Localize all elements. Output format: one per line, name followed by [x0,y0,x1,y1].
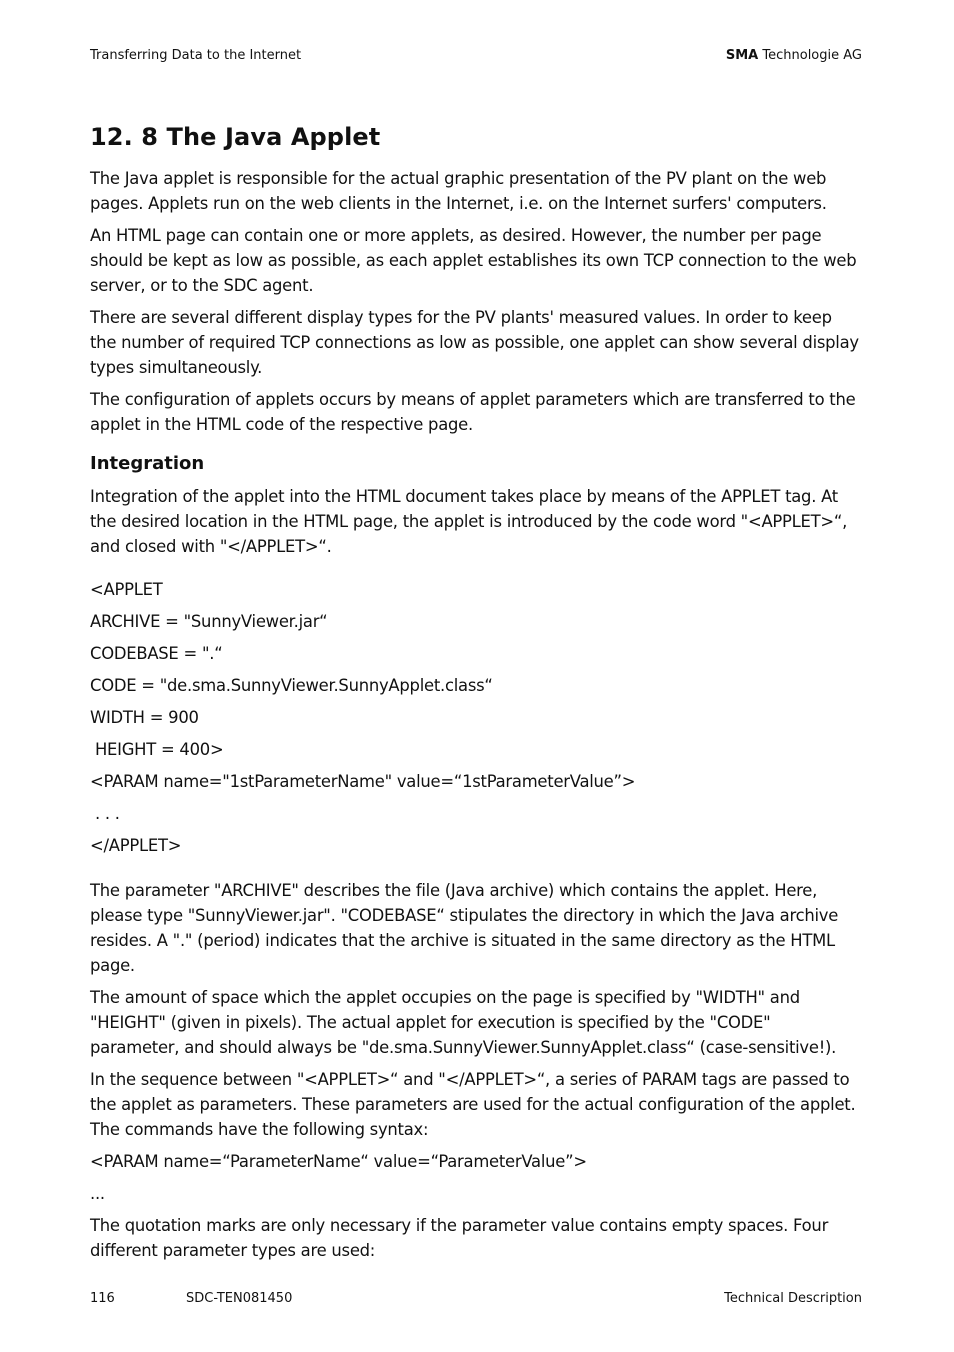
paragraph: An HTML page can contain one or more applets, as desired. However, the number per page should be kept as low as possible, as each applet establishes its own TCP connection to the web server, or to the SDC agent. [90,226,857,295]
document-type: Technical Description [724,1291,862,1306]
param-syntax: <PARAM name=“ParameterName“ value=“ParameterValue”> [90,1152,587,1171]
code-line: HEIGHT = 400> [90,740,224,759]
ellipsis: ... [90,1184,105,1203]
code-line: ARCHIVE = "SunnyViewer.jar“ [90,612,328,631]
section-title: 12. 8 The Java Applet [90,123,381,151]
main-content [90,120,862,1270]
paragraph: The parameter "ARCHIVE" describes the file (Java archive) which contains the applet. Here, please type "SunnyViewer.jar". "CODEBASE“ stipulates the directory in which the Java archive resides. A "." (period) indicates that the archive is situated in the same directory as the HTML page. [90,881,839,975]
paragraph: The configuration of applets occurs by means of applet parameters which are transferred to the applet in the HTML code of the respective page. [90,390,856,434]
paragraph: The amount of space which the applet occupies on the page is specified by "WIDTH" and "HEIGHT" (given in pixels). The actual applet for execution is specified by the "CODE" parameter, and should always be "de.sma.SunnyViewer.SunnyApplet.class“ (case-sensitive!). [90,988,837,1057]
paragraph: The Java applet is responsible for the actual graphic presentation of the PV plant on the web pages. Applets run on the web clients in the Internet, i.e. on the Internet surfers' computers. [90,169,827,213]
paragraph: Integration of the applet into the HTML document takes place by means of the APPLET tag. At the desired location in the HTML page, the applet is introduced by the code word "<APPLET>“, and closed with "</APPLET>“. [90,487,848,556]
code-line: <APPLET [90,580,163,599]
header-chapter-title: Transferring Data to the Internet [90,48,302,63]
code-line: </APPLET> [90,836,182,855]
code-line: . . . [90,804,120,823]
paragraph: The quotation marks are only necessary if the parameter value contains empty spaces. Four different parameter types are used: [90,1216,829,1260]
code-example [90,574,862,862]
subsection-heading: Integration [90,453,205,474]
document-id: SDC-TEN081450 [186,1291,293,1306]
page-number: 116 [90,1291,115,1306]
paragraph: In the sequence between "<APPLET>“ and "</APPLET>“, a series of PARAM tags are passed to the applet as parameters. These parameters are used for the actual configuration of the applet. The commands have the following syntax: [90,1070,856,1139]
header-company [726,48,862,64]
header-company-rest: Technologie AG [758,48,862,63]
code-line: <PARAM name="1stParameterName" value=“1stParameterValue”> [90,772,636,791]
paragraph: There are several different display types for the PV plants' measured values. In order to keep the number of required TCP connections as low as possible, one applet can show several display types simultaneously. [90,308,859,377]
code-line: CODE = "de.sma.SunnyViewer.SunnyApplet.class“ [90,676,493,695]
header-brand: SMA [725,48,759,63]
code-line: WIDTH = 900 [90,708,199,727]
code-line: CODEBASE = ".“ [90,644,223,663]
